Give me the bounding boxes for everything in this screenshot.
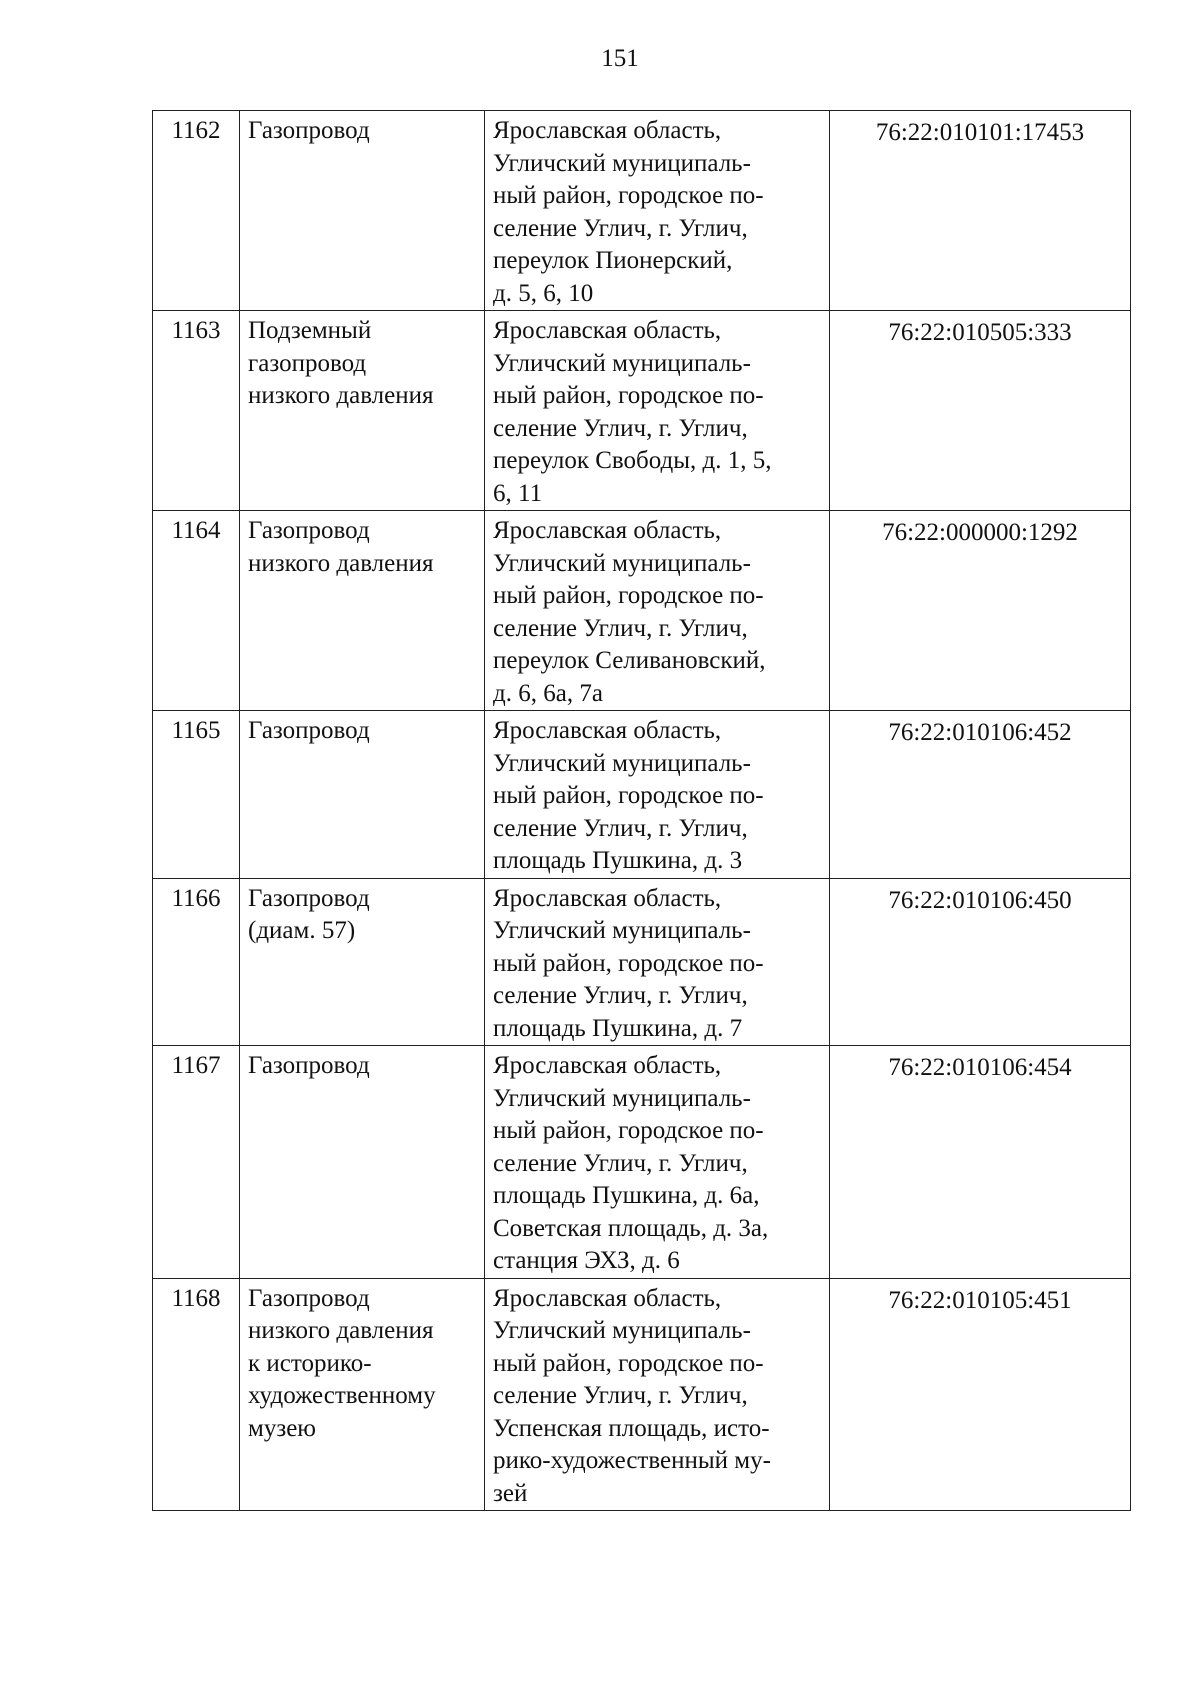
object-address: Ярославская область, Угличский муниципаль- ный район, городское по- селение Углич, г. Углич, переулок Пионерский, д. 5, 6, 10	[485, 111, 830, 311]
object-name: Газопровод низкого давления	[240, 511, 485, 711]
cadastral-number: 76:22:000000:1292	[830, 511, 1131, 711]
table-row	[153, 111, 1131, 311]
table-row	[153, 878, 1131, 1046]
object-address: Ярославская область, Угличский муниципаль- ный район, городское по- селение Углич, г. Углич, площадь Пушкина, д. 3	[485, 711, 830, 879]
object-address: Ярославская область, Угличский муниципаль- ный район, городское по- селение Углич, г. Углич, площадь Пушкина, д. 7	[485, 878, 830, 1046]
cadastral-number: 76:22:010106:454	[830, 1046, 1131, 1279]
object-name: Подземный газопровод низкого давления	[240, 311, 485, 511]
object-name: Газопровод	[240, 711, 485, 879]
cadastral-number: 76:22:010505:333	[830, 311, 1131, 511]
object-address: Ярославская область, Угличский муниципаль- ный район, городское по- селение Углич, г. Углич, площадь Пушкина, д. 6а, Советская площадь, д. 3а, станция ЭХЗ, д. 6	[485, 1046, 830, 1279]
cadastral-number: 76:22:010105:451	[830, 1278, 1131, 1511]
object-name: Газопровод (диам. 57)	[240, 878, 485, 1046]
table-row	[153, 311, 1131, 511]
row-number: 1167	[153, 1046, 240, 1279]
cadastral-number: 76:22:010101:17453	[830, 111, 1131, 311]
row-number: 1164	[153, 511, 240, 711]
object-name: Газопровод	[240, 111, 485, 311]
row-number: 1166	[153, 878, 240, 1046]
page-number: 151	[601, 45, 639, 72]
object-name: Газопровод	[240, 1046, 485, 1279]
cadastral-number: 76:22:010106:450	[830, 878, 1131, 1046]
object-name: Газопровод низкого давления к историко- художественному музею	[240, 1278, 485, 1511]
cadastral-number: 76:22:010106:452	[830, 711, 1131, 879]
row-number: 1162	[153, 111, 240, 311]
row-number: 1168	[153, 1278, 240, 1511]
object-address: Ярославская область, Угличский муниципаль- ный район, городское по- селение Углич, г. Углич, переулок Селивановский, д. 6, 6а, 7а	[485, 511, 830, 711]
row-number: 1163	[153, 311, 240, 511]
registry-table	[152, 110, 1131, 1511]
table-row	[153, 1278, 1131, 1511]
table-row	[153, 1046, 1131, 1279]
row-number: 1165	[153, 711, 240, 879]
object-address: Ярославская область, Угличский муниципаль- ный район, городское по- селение Углич, г. Углич, Успенская площадь, исто- рико-художественный му- зей	[485, 1278, 830, 1511]
table-row	[153, 511, 1131, 711]
table-row	[153, 711, 1131, 879]
object-address: Ярославская область, Угличский муниципаль- ный район, городское по- селение Углич, г. Углич, переулок Свободы, д. 1, 5, 6, 11	[485, 311, 830, 511]
